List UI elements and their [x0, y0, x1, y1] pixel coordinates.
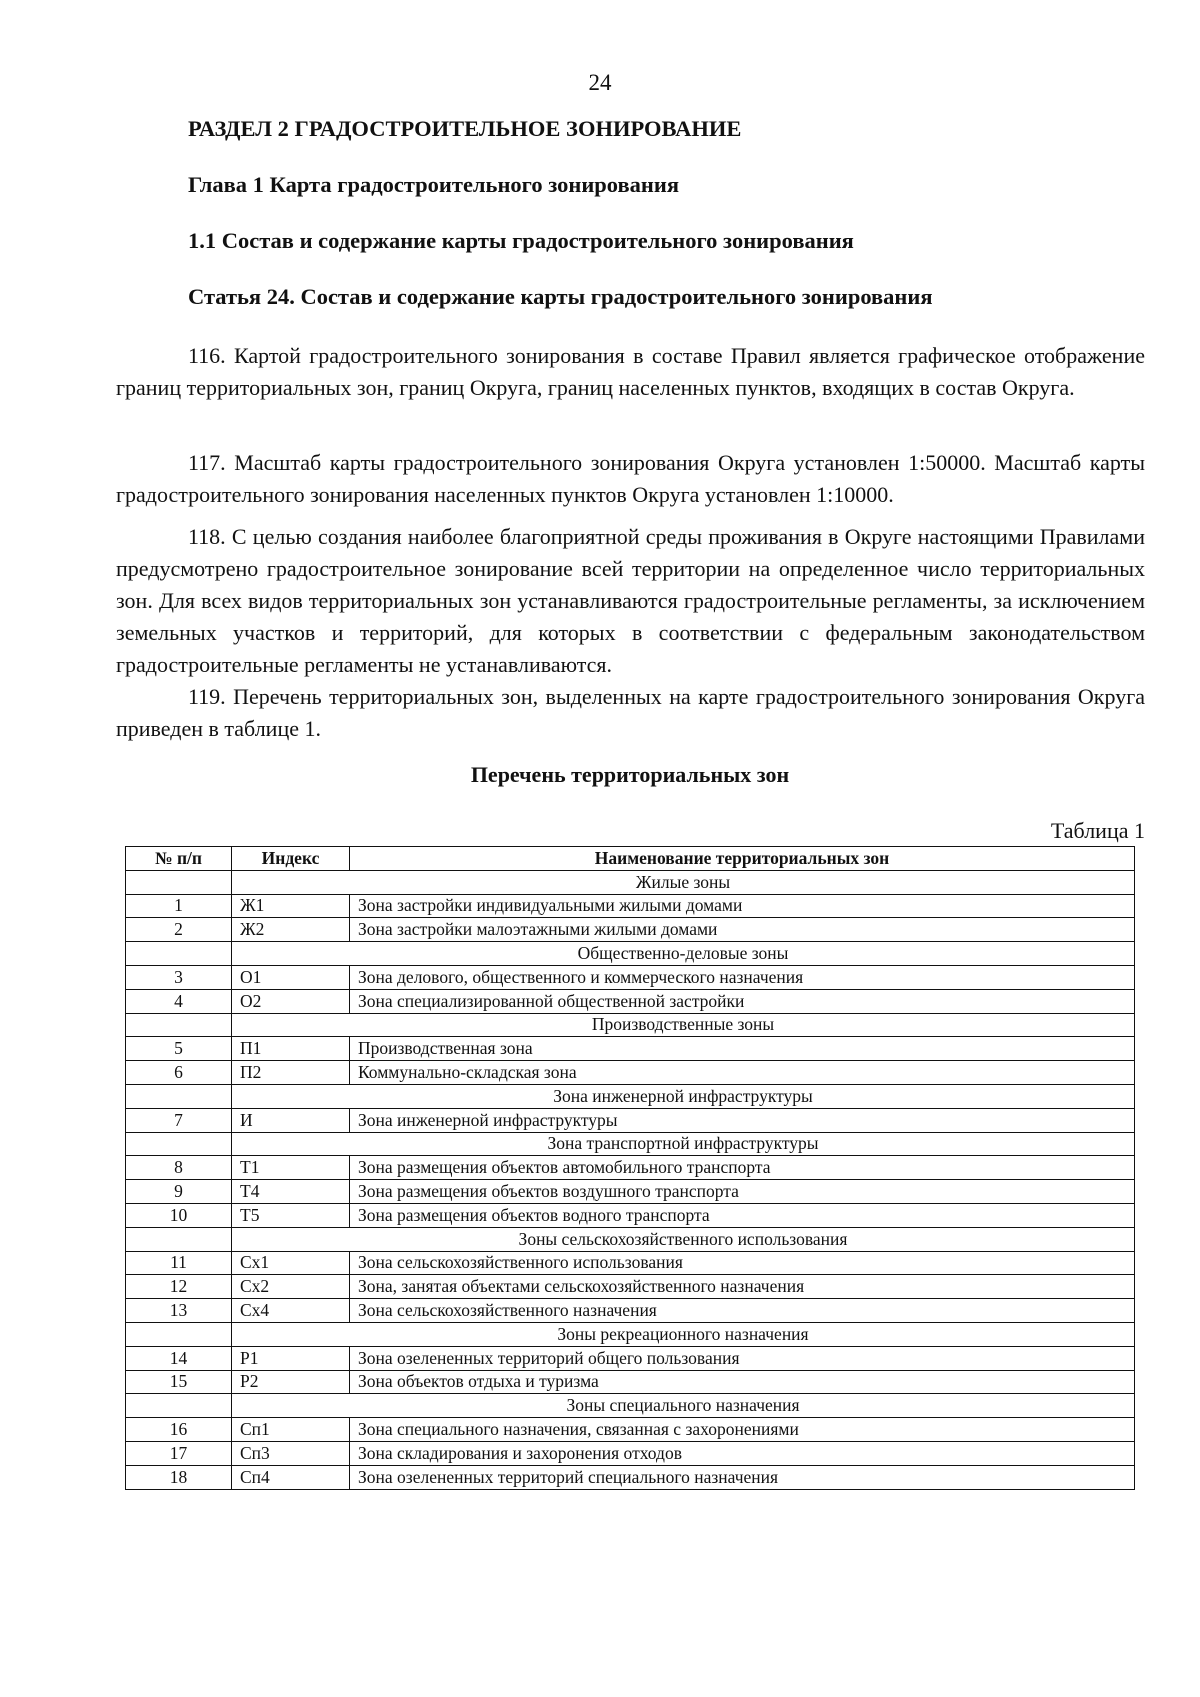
table-row — [126, 1180, 1135, 1204]
zone-number: 6 — [126, 1061, 232, 1085]
header-name: Наименование территориальных зон — [350, 847, 1135, 871]
zone-name: Зона размещения объектов автомобильного транспорта — [350, 1156, 1135, 1180]
table-row — [126, 1108, 1135, 1132]
zone-name: Зона складирования и захоронения отходов — [350, 1441, 1135, 1465]
zone-index: Ж2 — [232, 918, 350, 942]
table-row — [126, 918, 1135, 942]
group-empty-cell — [126, 1084, 232, 1108]
zone-name: Зона застройки малоэтажными жилыми домами — [350, 918, 1135, 942]
table-row — [126, 1275, 1135, 1299]
zone-name: Зона объектов отдыха и туризма — [350, 1370, 1135, 1394]
paragraph-117: 117. Масштаб карты градостроительного зонирования Округа установлен 1:50000. Масштаб карты градостроительного зонирования населенных пунктов Округа установлен 1:10000. — [116, 450, 1145, 507]
article-heading: Статья 24. Состав и содержание карты градостроительного зонирования — [188, 284, 933, 309]
zone-name: Зона сельскохозяйственного назначения — [350, 1299, 1135, 1323]
table-row — [126, 1061, 1135, 1085]
section-heading: РАЗДЕЛ 2 ГРАДОСТРОИТЕЛЬНОЕ ЗОНИРОВАНИЕ — [188, 116, 742, 141]
table-row — [126, 1346, 1135, 1370]
zones-table — [125, 846, 1135, 1490]
zone-group-label: Производственные зоны — [232, 1013, 1135, 1037]
table-row — [126, 894, 1135, 918]
zone-name: Зона, занятая объектами сельскохозяйственного назначения — [350, 1275, 1135, 1299]
paragraph-119: 119. Перечень территориальных зон, выделенных на карте градостроительного зонирования Округа приведен в таблице 1. — [116, 684, 1145, 741]
zone-number: 12 — [126, 1275, 232, 1299]
zone-index: Сп3 — [232, 1441, 350, 1465]
paragraph-116: 116. Картой градостроительного зонирования в составе Правил является графическое отображение границ территориальных зон, границ Округа, границ населенных пунктов, входящих в состав Округа. — [116, 343, 1145, 400]
zone-index: П2 — [232, 1061, 350, 1085]
header-num: № п/п — [126, 847, 232, 871]
zone-group-label: Зоны рекреационного назначения — [232, 1322, 1135, 1346]
group-empty-cell — [126, 1394, 232, 1418]
table-group-row — [126, 1132, 1135, 1156]
zone-index: О1 — [232, 965, 350, 989]
zone-name: Зона размещения объектов водного транспорта — [350, 1203, 1135, 1227]
table-row — [126, 1037, 1135, 1061]
table-row — [126, 989, 1135, 1013]
zone-number: 17 — [126, 1441, 232, 1465]
zone-index: Т1 — [232, 1156, 350, 1180]
zone-name: Зона застройки индивидуальными жилыми домами — [350, 894, 1135, 918]
table-caption: Таблица 1 — [1050, 818, 1145, 843]
table-row — [126, 1251, 1135, 1275]
table-group-row — [126, 1322, 1135, 1346]
zone-number: 13 — [126, 1299, 232, 1323]
zone-index: Ж1 — [232, 894, 350, 918]
zone-number: 8 — [126, 1156, 232, 1180]
zone-group-label: Зона транспортной инфраструктуры — [232, 1132, 1135, 1156]
table-group-row — [126, 1013, 1135, 1037]
zone-number: 2 — [126, 918, 232, 942]
table-group-row — [126, 1394, 1135, 1418]
zone-name: Зона размещения объектов воздушного транспорта — [350, 1180, 1135, 1204]
zone-index: И — [232, 1108, 350, 1132]
zone-name: Зона инженерной инфраструктуры — [350, 1108, 1135, 1132]
table-group-row — [126, 942, 1135, 966]
zone-name: Зона озелененных территорий специального назначения — [350, 1465, 1135, 1489]
table-group-row — [126, 1084, 1135, 1108]
zone-name: Зона специального назначения, связанная с захоронениями — [350, 1418, 1135, 1442]
header-index: Индекс — [232, 847, 350, 871]
zone-group-label: Жилые зоны — [232, 870, 1135, 894]
group-empty-cell — [126, 942, 232, 966]
group-empty-cell — [126, 1227, 232, 1251]
table-row — [126, 1441, 1135, 1465]
zone-index: Сх2 — [232, 1275, 350, 1299]
table-row — [126, 1203, 1135, 1227]
zone-number: 4 — [126, 989, 232, 1013]
group-empty-cell — [126, 1132, 232, 1156]
zone-number: 11 — [126, 1251, 232, 1275]
page-number: 24 — [588, 70, 612, 95]
zone-number: 1 — [126, 894, 232, 918]
zone-index: Р2 — [232, 1370, 350, 1394]
subsection-heading: 1.1 Состав и содержание карты градостроительного зонирования — [188, 228, 854, 253]
zone-index: Т5 — [232, 1203, 350, 1227]
paragraph-118: 118. С целью создания наиболее благоприятной среды проживания в Округе настоящими Правилами предусмотрено градостроительное зонирование всей территории на определенное число территориальных зон. Для всех видов территориальных зон устанавливаются градостроительные регламенты, за исключением земельных участков и территорий, для которых в соответствии с федеральным законодательством градостроительные регламенты не устанавливаются. — [116, 524, 1145, 677]
zone-index: П1 — [232, 1037, 350, 1061]
zone-number: 5 — [126, 1037, 232, 1061]
zone-group-label: Зоны сельскохозяйственного использования — [232, 1227, 1135, 1251]
zone-name: Коммунально-складская зона — [350, 1061, 1135, 1085]
zone-number: 18 — [126, 1465, 232, 1489]
group-empty-cell — [126, 1322, 232, 1346]
zone-index: Т4 — [232, 1180, 350, 1204]
zone-index: Сп1 — [232, 1418, 350, 1442]
zone-group-label: Зона инженерной инфраструктуры — [232, 1084, 1135, 1108]
table-row — [126, 1299, 1135, 1323]
zone-group-label: Зоны специального назначения — [232, 1394, 1135, 1418]
table-row — [126, 1156, 1135, 1180]
chapter-heading: Глава 1 Карта градостроительного зонирования — [188, 172, 679, 197]
table-row — [126, 1465, 1135, 1489]
zone-number: 14 — [126, 1346, 232, 1370]
zone-name: Зона делового, общественного и коммерческого назначения — [350, 965, 1135, 989]
table-row — [126, 1418, 1135, 1442]
zone-group-label: Общественно-деловые зоны — [232, 942, 1135, 966]
table-title: Перечень территориальных зон — [470, 762, 790, 787]
table-row — [126, 1370, 1135, 1394]
zone-number: 3 — [126, 965, 232, 989]
zone-name: Зона озелененных территорий общего пользования — [350, 1346, 1135, 1370]
group-empty-cell — [126, 870, 232, 894]
zone-name: Производственная зона — [350, 1037, 1135, 1061]
group-empty-cell — [126, 1013, 232, 1037]
zone-name: Зона сельскохозяйственного использования — [350, 1251, 1135, 1275]
zone-number: 16 — [126, 1418, 232, 1442]
zone-index: Сх4 — [232, 1299, 350, 1323]
zone-index: Сп4 — [232, 1465, 350, 1489]
zone-index: Сх1 — [232, 1251, 350, 1275]
table-header-row — [126, 847, 1135, 871]
zone-index: Р1 — [232, 1346, 350, 1370]
zone-number: 7 — [126, 1108, 232, 1132]
table-row — [126, 965, 1135, 989]
zone-number: 9 — [126, 1180, 232, 1204]
zone-number: 15 — [126, 1370, 232, 1394]
table-group-row — [126, 1227, 1135, 1251]
zone-number: 10 — [126, 1203, 232, 1227]
table-group-row — [126, 870, 1135, 894]
zone-index: О2 — [232, 989, 350, 1013]
zone-name: Зона специализированной общественной застройки — [350, 989, 1135, 1013]
